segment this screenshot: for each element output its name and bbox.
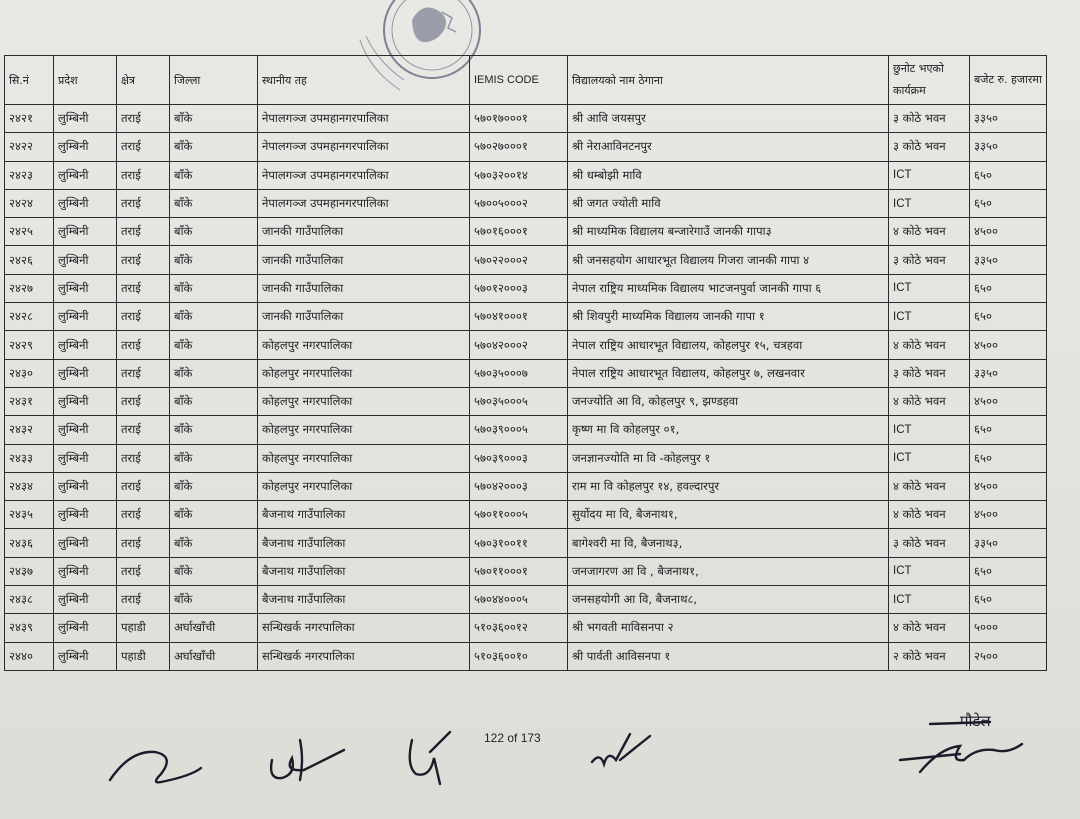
table-row bbox=[5, 189, 1047, 217]
cell-budget: ३३५० bbox=[970, 246, 1047, 274]
table-row bbox=[5, 161, 1047, 189]
cell-province: लुम्बिनी bbox=[54, 133, 117, 161]
cell-program: ICT bbox=[889, 189, 970, 217]
table-row bbox=[5, 105, 1047, 133]
cell-school-name: श्री शिवपुरी माध्यमिक विद्यालय जानकी गापा १ bbox=[568, 303, 889, 331]
header-program: छुनोट भएको कार्यक्रम bbox=[889, 56, 970, 105]
cell-local-level: कोहलपुर नगरपालिका bbox=[258, 472, 470, 500]
signature-3 bbox=[410, 732, 450, 784]
cell-province: लुम्बिनी bbox=[54, 501, 117, 529]
cell-sn: २४२१ bbox=[5, 105, 54, 133]
cell-local-level: नेपालगञ्ज उपमहानगरपालिका bbox=[258, 133, 470, 161]
cell-province: लुम्बिनी bbox=[54, 472, 117, 500]
cell-zone: तराई bbox=[117, 303, 170, 331]
cell-program: ICT bbox=[889, 303, 970, 331]
cell-emis-code: ५७०२७०००१ bbox=[470, 133, 568, 161]
signature-4 bbox=[592, 734, 650, 764]
table-row bbox=[5, 274, 1047, 302]
cell-budget: ३३५० bbox=[970, 359, 1047, 387]
cell-zone: तराई bbox=[117, 416, 170, 444]
cell-school-name: श्री पार्वती आविसनपा १ bbox=[568, 642, 889, 670]
cell-local-level: जानकी गाउँपालिका bbox=[258, 274, 470, 302]
cell-zone: तराई bbox=[117, 586, 170, 614]
signature-name: पौडेल bbox=[960, 712, 991, 730]
cell-budget: ४५०० bbox=[970, 501, 1047, 529]
cell-sn: २४२६ bbox=[5, 246, 54, 274]
cell-province: लुम्बिनी bbox=[54, 387, 117, 415]
cell-program: ICT bbox=[889, 557, 970, 585]
cell-sn: २४२७ bbox=[5, 274, 54, 302]
cell-emis-code: ५७०४२०००२ bbox=[470, 331, 568, 359]
school-budget-table bbox=[4, 55, 1047, 671]
cell-province: लुम्बिनी bbox=[54, 359, 117, 387]
cell-district: बाँके bbox=[170, 189, 258, 217]
cell-school-name: नेपाल राष्ट्रिय माध्यमिक विद्यालय भाटजनपुर्वा जानकी गापा ६ bbox=[568, 274, 889, 302]
table-row bbox=[5, 387, 1047, 415]
cell-school-name: श्री जगत ज्योती मावि bbox=[568, 189, 889, 217]
cell-emis-code: ५७०३२००१४ bbox=[470, 161, 568, 189]
cell-local-level: कोहलपुर नगरपालिका bbox=[258, 416, 470, 444]
cell-local-level: नेपालगञ्ज उपमहानगरपालिका bbox=[258, 161, 470, 189]
signature-2 bbox=[271, 740, 344, 780]
cell-emis-code: ५१०३६००१२ bbox=[470, 614, 568, 642]
header-province: प्रदेश bbox=[54, 56, 117, 105]
cell-school-name: श्री आवि जयसपुर bbox=[568, 105, 889, 133]
cell-budget: ६५० bbox=[970, 189, 1047, 217]
cell-school-name: नेपाल राष्ट्रिय आधारभूत विद्यालय, कोहलपुर ७, लखनवार bbox=[568, 359, 889, 387]
cell-local-level: सन्धिखर्क नगरपालिका bbox=[258, 614, 470, 642]
cell-zone: तराई bbox=[117, 557, 170, 585]
cell-program: ४ कोठे भवन bbox=[889, 331, 970, 359]
cell-emis-code: ५७०४२०००३ bbox=[470, 472, 568, 500]
header-school-name: विद्यालयको नाम ठेगाना bbox=[568, 56, 889, 105]
cell-district: बाँके bbox=[170, 218, 258, 246]
cell-zone: तराई bbox=[117, 359, 170, 387]
cell-district: बाँके bbox=[170, 387, 258, 415]
cell-budget: ३३५० bbox=[970, 529, 1047, 557]
cell-province: लुम्बिनी bbox=[54, 246, 117, 274]
cell-sn: २४३९ bbox=[5, 614, 54, 642]
cell-school-name: श्री भगवती माविसनपा २ bbox=[568, 614, 889, 642]
cell-sn: २४३८ bbox=[5, 586, 54, 614]
table-row bbox=[5, 529, 1047, 557]
table-row bbox=[5, 133, 1047, 161]
cell-zone: तराई bbox=[117, 274, 170, 302]
cell-local-level: जानकी गाउँपालिका bbox=[258, 218, 470, 246]
cell-zone: तराई bbox=[117, 444, 170, 472]
table-row bbox=[5, 416, 1047, 444]
cell-emis-code: ५७००५०००२ bbox=[470, 189, 568, 217]
cell-school-name: श्री माध्यमिक विद्यालय बन्जारेगाउँ जानकी गापा३ bbox=[568, 218, 889, 246]
cell-province: लुम्बिनी bbox=[54, 105, 117, 133]
table-row bbox=[5, 642, 1047, 670]
cell-school-name: नेपाल राष्ट्रिय आधारभूत विद्यालय, कोहलपुर १५, चत्रहवा bbox=[568, 331, 889, 359]
cell-sn: २४२९ bbox=[5, 331, 54, 359]
cell-local-level: बैजनाथ गाउँपालिका bbox=[258, 586, 470, 614]
cell-local-level: कोहलपुर नगरपालिका bbox=[258, 359, 470, 387]
cell-province: लुम्बिनी bbox=[54, 557, 117, 585]
cell-local-level: बैजनाथ गाउँपालिका bbox=[258, 529, 470, 557]
cell-budget: ६५० bbox=[970, 303, 1047, 331]
table-row bbox=[5, 586, 1047, 614]
cell-zone: तराई bbox=[117, 529, 170, 557]
cell-zone: तराई bbox=[117, 387, 170, 415]
cell-program: ४ कोठे भवन bbox=[889, 614, 970, 642]
cell-program: ३ कोठे भवन bbox=[889, 105, 970, 133]
cell-local-level: कोहलपुर नगरपालिका bbox=[258, 444, 470, 472]
cell-zone: पहाडी bbox=[117, 642, 170, 670]
cell-district: बाँके bbox=[170, 359, 258, 387]
cell-district: बाँके bbox=[170, 105, 258, 133]
cell-district: बाँके bbox=[170, 586, 258, 614]
header-zone: क्षेत्र bbox=[117, 56, 170, 105]
cell-emis-code: ५७०२२०००२ bbox=[470, 246, 568, 274]
table-row bbox=[5, 444, 1047, 472]
cell-zone: तराई bbox=[117, 133, 170, 161]
cell-school-name: जनजागरण आ वि , बैजनाथ१, bbox=[568, 557, 889, 585]
cell-budget: ६५० bbox=[970, 274, 1047, 302]
cell-province: लुम्बिनी bbox=[54, 274, 117, 302]
cell-district: बाँके bbox=[170, 274, 258, 302]
cell-sn: २४३७ bbox=[5, 557, 54, 585]
cell-sn: २४२४ bbox=[5, 189, 54, 217]
cell-program: ICT bbox=[889, 444, 970, 472]
cell-emis-code: ५७०३९०००३ bbox=[470, 444, 568, 472]
cell-program: ICT bbox=[889, 161, 970, 189]
cell-zone: पहाडी bbox=[117, 614, 170, 642]
cell-province: लुम्बिनी bbox=[54, 303, 117, 331]
cell-budget: ६५० bbox=[970, 557, 1047, 585]
cell-sn: २४२८ bbox=[5, 303, 54, 331]
cell-budget: ३३५० bbox=[970, 133, 1047, 161]
header-budget: बजेट रु. हजारमा bbox=[970, 56, 1047, 105]
cell-emis-code: ५७०३५०००५ bbox=[470, 387, 568, 415]
cell-district: बाँके bbox=[170, 501, 258, 529]
table-row bbox=[5, 557, 1047, 585]
cell-local-level: नेपालगञ्ज उपमहानगरपालिका bbox=[258, 189, 470, 217]
cell-local-level: कोहलपुर नगरपालिका bbox=[258, 331, 470, 359]
cell-emis-code: ५७०११०००१ bbox=[470, 557, 568, 585]
signatures bbox=[0, 700, 1080, 819]
header-local-level: स्थानीय तह bbox=[258, 56, 470, 105]
cell-sn: २४२५ bbox=[5, 218, 54, 246]
cell-local-level: बैजनाथ गाउँपालिका bbox=[258, 557, 470, 585]
table-row bbox=[5, 246, 1047, 274]
cell-emis-code: ५७०३५०००७ bbox=[470, 359, 568, 387]
table-row bbox=[5, 303, 1047, 331]
signature-1 bbox=[110, 752, 201, 782]
cell-budget: ६५० bbox=[970, 416, 1047, 444]
cell-school-name: श्री जनसहयोग आधारभूत विद्यालय गिजरा जानकी गापा ४ bbox=[568, 246, 889, 274]
cell-zone: तराई bbox=[117, 472, 170, 500]
cell-province: लुम्बिनी bbox=[54, 161, 117, 189]
cell-budget: ३३५० bbox=[970, 105, 1047, 133]
cell-province: लुम्बिनी bbox=[54, 331, 117, 359]
cell-province: लुम्बिनी bbox=[54, 416, 117, 444]
cell-emis-code: ५७०१७०००१ bbox=[470, 105, 568, 133]
cell-zone: तराई bbox=[117, 105, 170, 133]
table-row bbox=[5, 359, 1047, 387]
cell-zone: तराई bbox=[117, 246, 170, 274]
table-row bbox=[5, 614, 1047, 642]
cell-sn: २४३१ bbox=[5, 387, 54, 415]
cell-zone: तराई bbox=[117, 501, 170, 529]
cell-emis-code: ५७०३१००११ bbox=[470, 529, 568, 557]
table-row bbox=[5, 472, 1047, 500]
cell-province: लुम्बिनी bbox=[54, 218, 117, 246]
cell-sn: २४३६ bbox=[5, 529, 54, 557]
cell-budget: २५०० bbox=[970, 642, 1047, 670]
cell-local-level: नेपालगञ्ज उपमहानगरपालिका bbox=[258, 105, 470, 133]
cell-local-level: जानकी गाउँपालिका bbox=[258, 303, 470, 331]
cell-emis-code: ५१०३६००१० bbox=[470, 642, 568, 670]
header-district: जिल्ला bbox=[170, 56, 258, 105]
cell-sn: २४२३ bbox=[5, 161, 54, 189]
header-sn: सि.नं bbox=[5, 56, 54, 105]
cell-emis-code: ५७०४१०००१ bbox=[470, 303, 568, 331]
cell-school-name: राम मा वि कोहलपुर १४, हवल्दारपुर bbox=[568, 472, 889, 500]
cell-program: ICT bbox=[889, 274, 970, 302]
cell-province: लुम्बिनी bbox=[54, 444, 117, 472]
table-row bbox=[5, 501, 1047, 529]
cell-emis-code: ५७०१२०००३ bbox=[470, 274, 568, 302]
cell-school-name: जनसहयोगी आ वि, बैजनाथ८, bbox=[568, 586, 889, 614]
cell-local-level: सन्धिखर्क नगरपालिका bbox=[258, 642, 470, 670]
cell-sn: २४४० bbox=[5, 642, 54, 670]
cell-local-level: जानकी गाउँपालिका bbox=[258, 246, 470, 274]
cell-school-name: सुर्योदय मा वि, बैजनाथ१, bbox=[568, 501, 889, 529]
cell-program: ICT bbox=[889, 586, 970, 614]
cell-program: ४ कोठे भवन bbox=[889, 472, 970, 500]
cell-program: ३ कोठे भवन bbox=[889, 246, 970, 274]
cell-sn: २४३० bbox=[5, 359, 54, 387]
cell-program: २ कोठे भवन bbox=[889, 642, 970, 670]
cell-district: बाँके bbox=[170, 557, 258, 585]
cell-budget: ६५० bbox=[970, 444, 1047, 472]
cell-budget: ४५०० bbox=[970, 331, 1047, 359]
cell-sn: २४३३ bbox=[5, 444, 54, 472]
page-number: 122 of 173 bbox=[484, 731, 541, 745]
cell-budget: ६५० bbox=[970, 586, 1047, 614]
cell-sn: २४३४ bbox=[5, 472, 54, 500]
cell-school-name: श्री नेराआविनटनपुर bbox=[568, 133, 889, 161]
cell-district: बाँके bbox=[170, 472, 258, 500]
cell-emis-code: ५७०१६०००१ bbox=[470, 218, 568, 246]
cell-budget: ५००० bbox=[970, 614, 1047, 642]
cell-emis-code: ५७०३९०००५ bbox=[470, 416, 568, 444]
cell-program: ३ कोठे भवन bbox=[889, 529, 970, 557]
cell-school-name: बागेश्वरी मा वि, बैजनाथ३, bbox=[568, 529, 889, 557]
cell-sn: २४२२ bbox=[5, 133, 54, 161]
cell-district: बाँके bbox=[170, 246, 258, 274]
cell-emis-code: ५७०४४०००५ bbox=[470, 586, 568, 614]
cell-school-name: जनज्योति आ वि, कोहलपुर ९, झण्डहवा bbox=[568, 387, 889, 415]
cell-district: बाँके bbox=[170, 444, 258, 472]
cell-sn: २४३५ bbox=[5, 501, 54, 529]
cell-district: अर्घाखाँची bbox=[170, 614, 258, 642]
cell-school-name: जनज्ञानज्योति मा वि -कोहलपुर १ bbox=[568, 444, 889, 472]
cell-district: बाँके bbox=[170, 529, 258, 557]
cell-province: लुम्बिनी bbox=[54, 189, 117, 217]
cell-zone: तराई bbox=[117, 331, 170, 359]
cell-local-level: बैजनाथ गाउँपालिका bbox=[258, 501, 470, 529]
cell-district: अर्घाखाँची bbox=[170, 642, 258, 670]
cell-province: लुम्बिनी bbox=[54, 529, 117, 557]
cell-zone: तराई bbox=[117, 189, 170, 217]
cell-budget: ६५० bbox=[970, 161, 1047, 189]
header-emis-code: IEMIS CODE bbox=[470, 56, 568, 105]
cell-zone: तराई bbox=[117, 161, 170, 189]
cell-district: बाँके bbox=[170, 303, 258, 331]
cell-program: ३ कोठे भवन bbox=[889, 359, 970, 387]
table-header-row bbox=[5, 56, 1047, 105]
cell-province: लुम्बिनी bbox=[54, 586, 117, 614]
cell-district: बाँके bbox=[170, 133, 258, 161]
cell-program: ICT bbox=[889, 416, 970, 444]
cell-program: ४ कोठे भवन bbox=[889, 218, 970, 246]
cell-local-level: कोहलपुर नगरपालिका bbox=[258, 387, 470, 415]
cell-province: लुम्बिनी bbox=[54, 642, 117, 670]
cell-zone: तराई bbox=[117, 218, 170, 246]
cell-budget: ४५०० bbox=[970, 218, 1047, 246]
cell-school-name: कृष्ण मा वि कोहलपुर ०१, bbox=[568, 416, 889, 444]
cell-district: बाँके bbox=[170, 331, 258, 359]
cell-budget: ४५०० bbox=[970, 387, 1047, 415]
cell-budget: ४५०० bbox=[970, 472, 1047, 500]
cell-sn: २४३२ bbox=[5, 416, 54, 444]
cell-emis-code: ५७०११०००५ bbox=[470, 501, 568, 529]
cell-district: बाँके bbox=[170, 161, 258, 189]
table-row bbox=[5, 218, 1047, 246]
cell-district: बाँके bbox=[170, 416, 258, 444]
cell-program: ४ कोठे भवन bbox=[889, 501, 970, 529]
cell-province: लुम्बिनी bbox=[54, 614, 117, 642]
table-row bbox=[5, 331, 1047, 359]
cell-program: ४ कोठे भवन bbox=[889, 387, 970, 415]
cell-school-name: श्री धम्बोझी मावि bbox=[568, 161, 889, 189]
signature-5 bbox=[900, 744, 1022, 772]
cell-program: ३ कोठे भवन bbox=[889, 133, 970, 161]
